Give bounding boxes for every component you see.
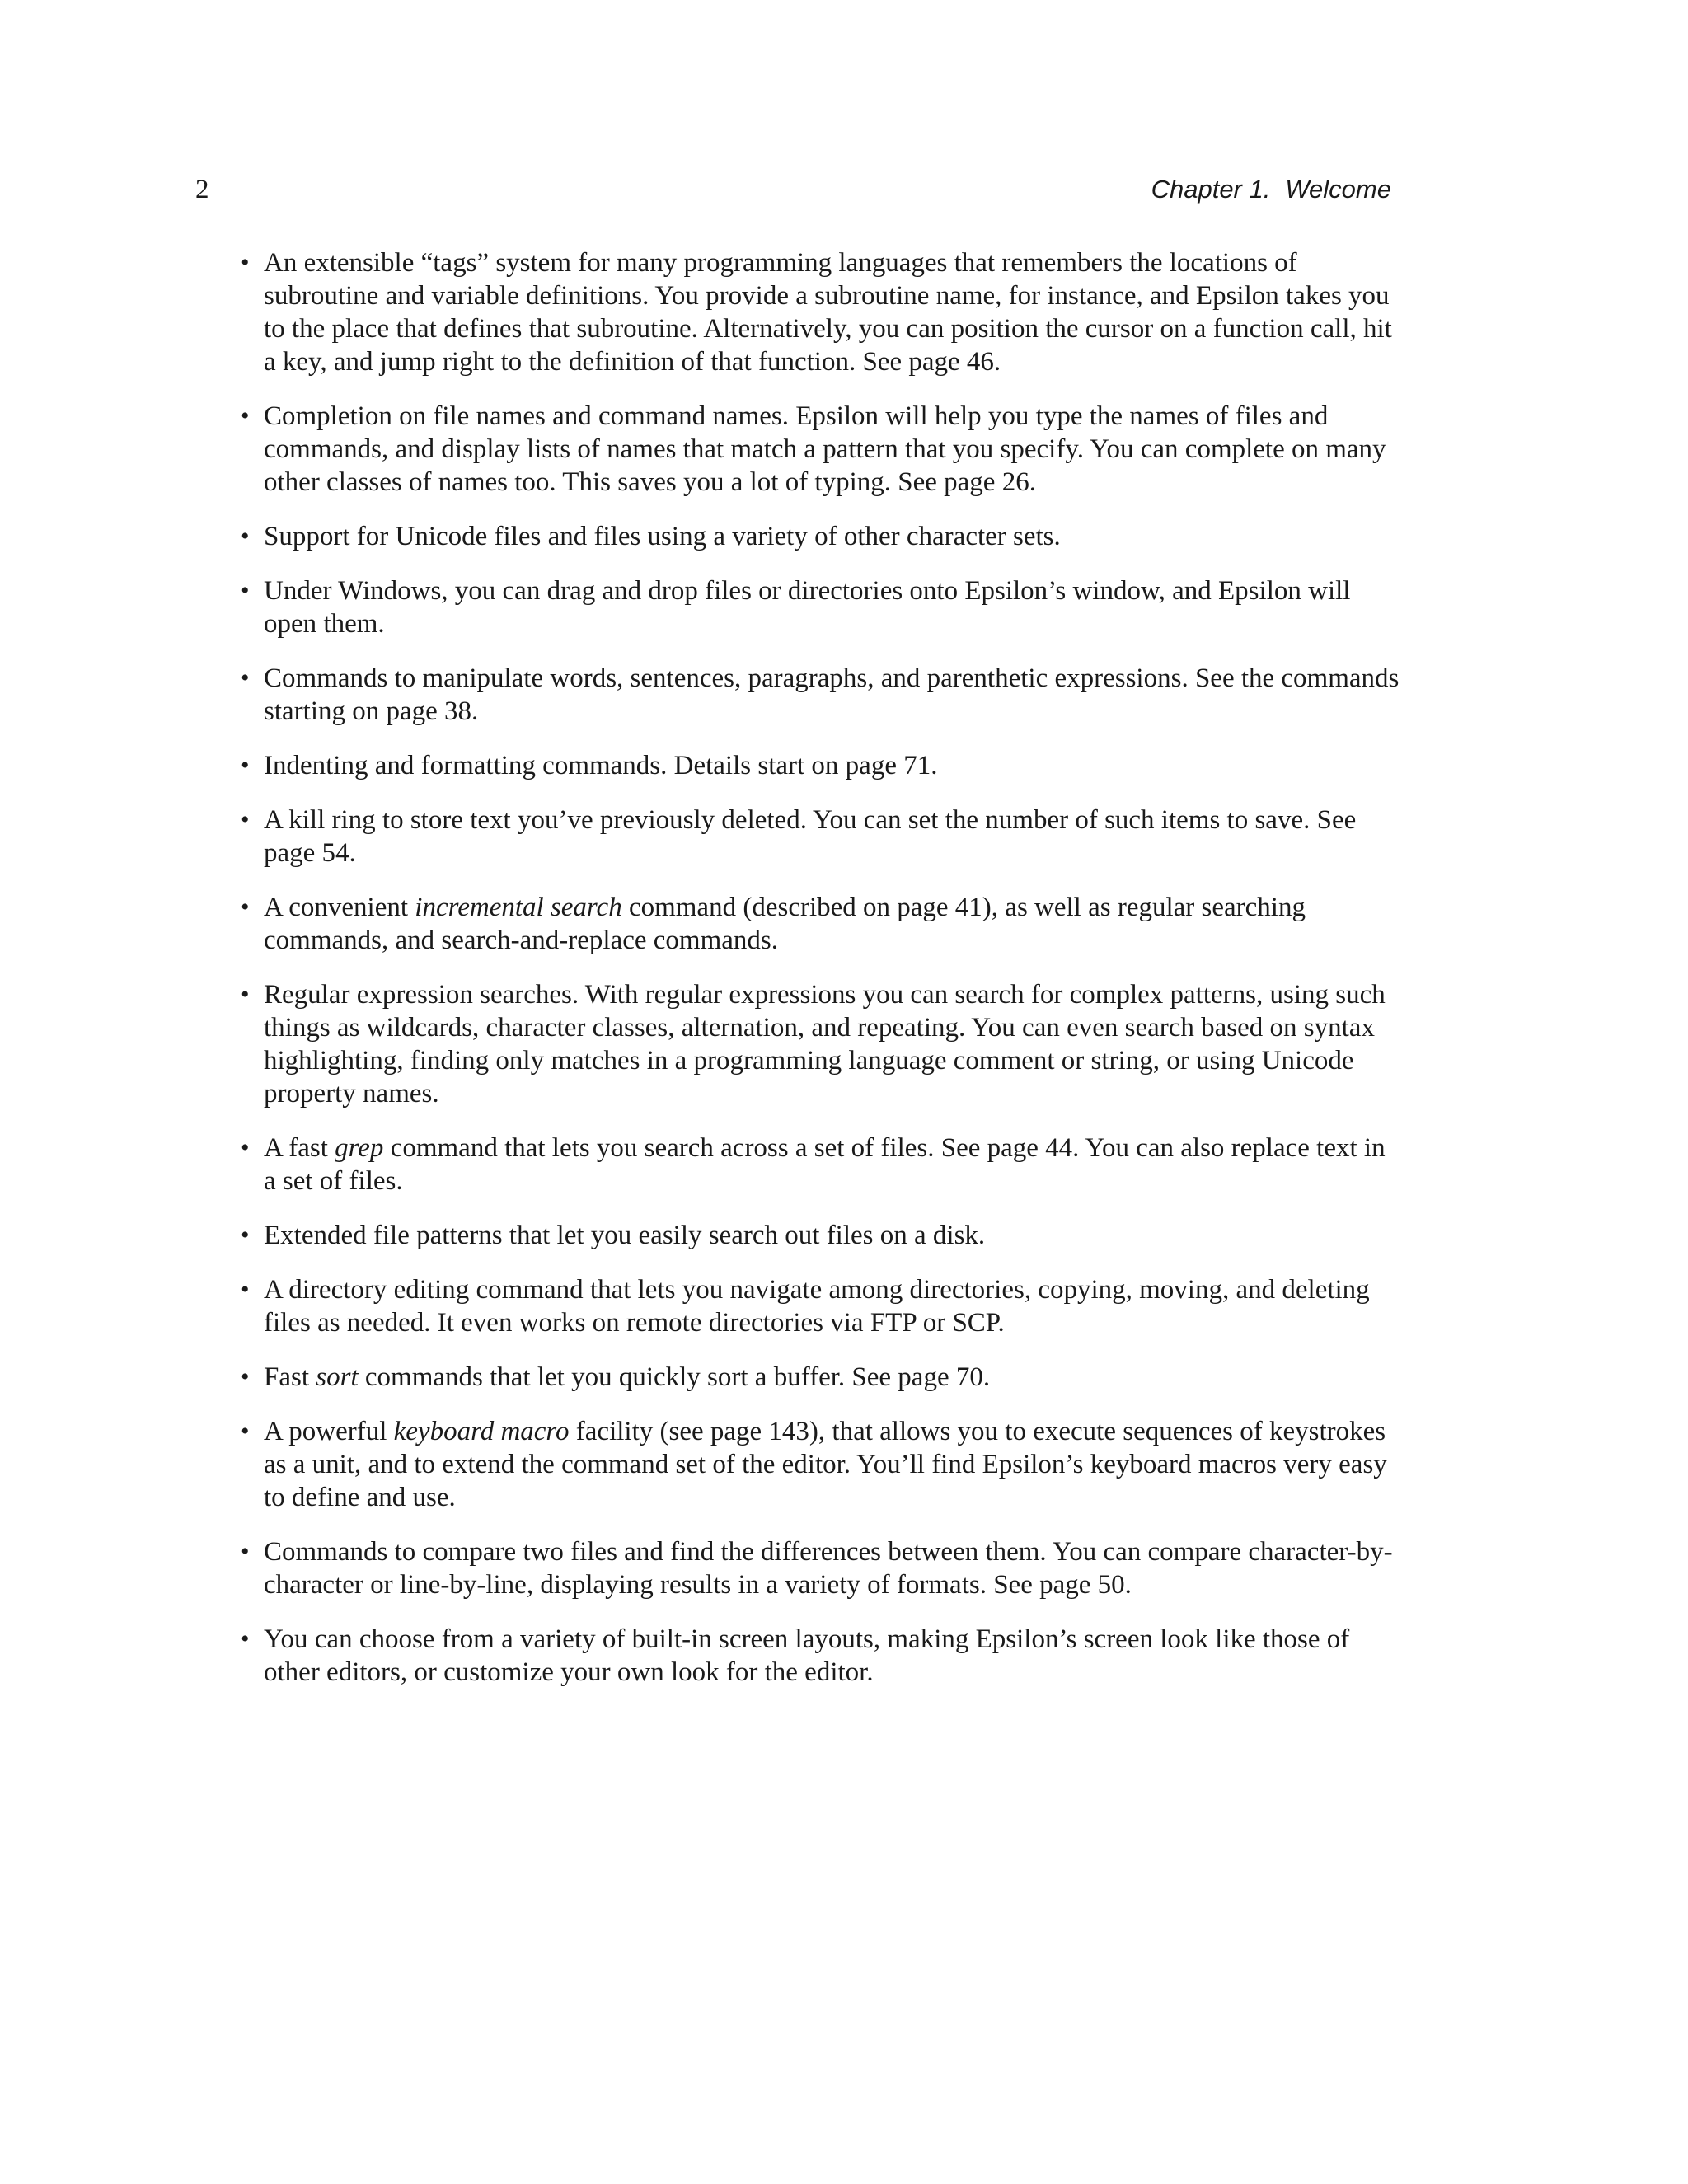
bullet-icon: • xyxy=(241,1538,250,1565)
bullet-icon: • xyxy=(241,1221,250,1249)
list-item xyxy=(241,400,1401,499)
bullet-icon: • xyxy=(241,893,250,921)
page-header xyxy=(195,171,1391,208)
list-item xyxy=(241,1415,1401,1514)
list-item xyxy=(241,891,1401,957)
page-number: 2 xyxy=(195,175,209,204)
list-item-text: A directory editing command that lets you navigate among directories, copying, moving, and deleting files as needed. It even works on remote directories via FTP or SCP. xyxy=(264,1275,1370,1338)
list-item-text: facility (see page 143), that allows you to execute sequences of keystrokes as a unit, and to extend the command set of the editor. You’ll find Epsilon’s keyboard macros very easy to define and use. xyxy=(264,1417,1387,1512)
bullet-icon: • xyxy=(241,752,250,779)
list-item xyxy=(241,1219,1401,1252)
emphasized-term: sort xyxy=(316,1362,359,1392)
list-item-text: Commands to manipulate words, sentences, paragraphs, and parenthetic expressions. See the commands starting on page 38. xyxy=(264,663,1400,726)
list-item xyxy=(241,246,1401,378)
emphasized-term: grep xyxy=(335,1133,384,1163)
bullet-icon: • xyxy=(241,1418,250,1445)
list-item-text: You can choose from a variety of built-in screen layouts, making Epsilon’s screen look like those of other editors, or customize your own look for the editor. xyxy=(264,1624,1350,1687)
feature-list xyxy=(241,246,1401,1710)
list-item xyxy=(241,662,1401,728)
running-head xyxy=(1151,171,1391,208)
list-item xyxy=(241,749,1401,782)
list-item-text: command (described on page 41), as well as regular searching commands, and search-and-replace commands. xyxy=(264,893,1306,955)
list-item-text: Regular expression searches. With regular expressions you can search for complex patterns, using such things as wildcards, character classes, alternation, and repeating. You can even search based on syntax highlighting, finding only matches in a programming language comment or string, or using Unicode property names. xyxy=(264,980,1386,1108)
list-item-text: An extensible “tags” system for many programming languages that remembers the locations of subroutine and variable definitions. You provide a subroutine name, for instance, and Epsilon takes you to the place that defines that subroutine. Alternatively, you can position the cursor on a function call, hit a key, and jump right to the definition of that function. See page 46. xyxy=(264,248,1392,377)
list-item-text: A powerful xyxy=(264,1417,394,1446)
list-item xyxy=(241,574,1401,640)
bullet-icon: • xyxy=(241,1276,250,1303)
list-item-text: A convenient xyxy=(264,893,415,922)
bullet-icon: • xyxy=(241,249,250,276)
list-item xyxy=(241,520,1401,553)
list-item-text: A fast xyxy=(264,1133,335,1163)
bullet-icon: • xyxy=(241,402,250,429)
bullet-icon: • xyxy=(241,1363,250,1390)
list-item-text: Commands to compare two files and find the differences between them. You can compare character-by-character or line-by-line, displaying results in a variety of formats. See page 50. xyxy=(264,1537,1393,1600)
list-item-text: Extended file patterns that let you easily search out files on a disk. xyxy=(264,1221,986,1250)
list-item xyxy=(241,1623,1401,1689)
bullet-icon: • xyxy=(241,981,250,1008)
list-item-text: Under Windows, you can drag and drop files or directories onto Epsilon’s window, and Epsilon will open them. xyxy=(264,576,1351,639)
emphasized-term: incremental search xyxy=(415,893,622,922)
list-item xyxy=(241,1535,1401,1601)
chapter-label: Chapter 1. xyxy=(1151,175,1271,204)
list-item-text: command that lets you search across a set of files. See page 44. You can also replace text in a set of files. xyxy=(264,1133,1386,1196)
list-item-text: Fast xyxy=(264,1362,316,1392)
bullet-icon: • xyxy=(241,1625,250,1652)
emphasized-term: keyboard macro xyxy=(393,1417,570,1446)
list-item-text: Indenting and formatting commands. Details start on page 71. xyxy=(264,751,938,780)
list-item-text: commands that let you quickly sort a buffer. See page 70. xyxy=(358,1362,991,1392)
bullet-icon: • xyxy=(241,577,250,604)
bullet-icon: • xyxy=(241,806,250,833)
list-item xyxy=(241,1132,1401,1197)
list-item xyxy=(241,1273,1401,1339)
list-item-text: A kill ring to store text you’ve previously deleted. You can set the number of such items to save. See page 54. xyxy=(264,805,1357,868)
list-item xyxy=(241,978,1401,1110)
chapter-title: Welcome xyxy=(1285,175,1391,204)
list-item-text: Completion on file names and command names. Epsilon will help you type the names of files and commands, and display lists of names that match a pattern that you specify. You can complete on many other classes of names too. This saves you a lot of typing. See page 26. xyxy=(264,401,1386,497)
bullet-icon: • xyxy=(241,664,250,691)
list-item xyxy=(241,1361,1401,1394)
list-item-text: Support for Unicode files and files using a variety of other character sets. xyxy=(264,522,1061,551)
bullet-icon: • xyxy=(241,1134,250,1161)
list-item xyxy=(241,804,1401,869)
bullet-icon: • xyxy=(241,523,250,550)
